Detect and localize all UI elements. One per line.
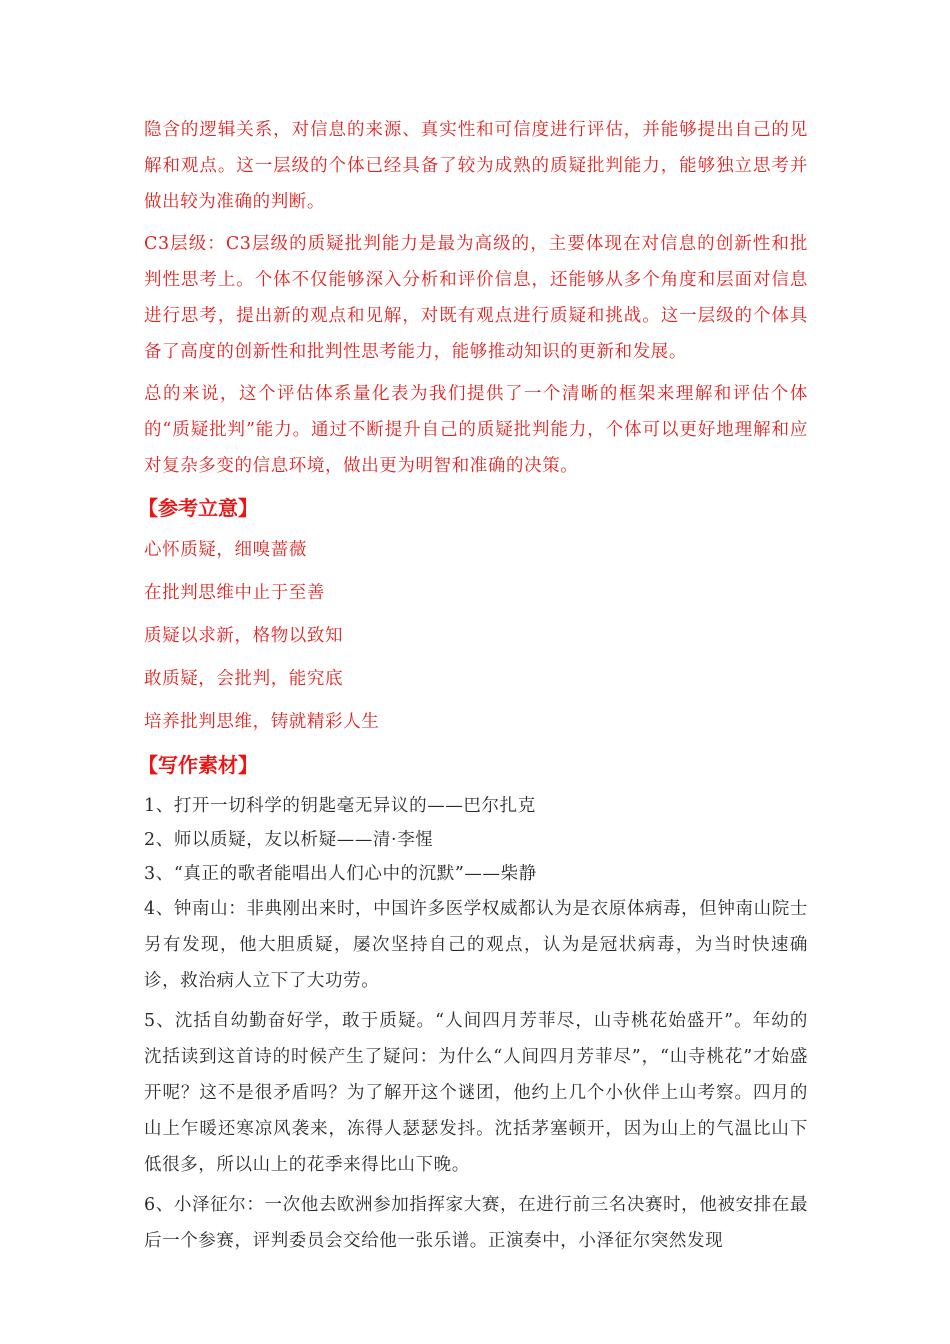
analysis-paragraph-c2-continued: 隐含的逻辑关系，对信息的来源、真实性和可信度进行评估，并能够提出自己的见解和观点。这一层级的个体已经具备了较为成熟的质疑批判能力，能够独立思考并做出较为准确的判断。 bbox=[144, 120, 808, 212]
document-page bbox=[138, 112, 808, 1263]
reference-ideas-list bbox=[144, 532, 808, 740]
reference-idea-item: 培养批判思维，铸就精彩人生 bbox=[144, 712, 380, 732]
analysis-paragraph-summary: 总的来说，这个评估体系量化表为我们提供了一个清晰的框架来理解和评估个体的“质疑批判”能力。通过不断提升自己的质疑批判能力，个体可以更好地理解和应对复杂多变的信息环境，做出更为明智和准确的决策。 bbox=[144, 384, 808, 476]
reference-idea-item: 在批判思维中止于至善 bbox=[144, 583, 325, 603]
writing-material-item: 5、沈括自幼勤奋好学，敢于质疑。“人间四月芳菲尽，山寺桃花始盛开”。年幼的沈括读到这首诗的时候产生了疑问：为什么“人间四月芳菲尽”，“山寺桃花”才始盛开呢？这不是很矛盾吗？为了解开这个谜团，他约上几个小伙伴上山考察。四月的山上乍暖还寒凉风袭来，冻得人瑟瑟发抖。沈括茅塞顿开，因为山上的气温比山下低很多，所以山上的花季来得比山下晚。 bbox=[144, 1011, 808, 1175]
writing-material-item: 1、打开一切科学的钥匙毫无异议的——巴尔扎克 bbox=[144, 796, 536, 816]
writing-material-item: 6、小泽征尔：一次他去欧洲参加指挥家大赛，在进行前三名决赛时，他被安排在最后一个参赛，评判委员会交给他一张乐谱。正演奏中，小泽征尔突然发现 bbox=[144, 1195, 808, 1251]
reference-ideas-heading: 【参考立意】 bbox=[138, 496, 258, 520]
analysis-paragraph-c3: C3层级：C3层级的质疑批判能力是最为高级的，主要体现在对信息的创新性和批判性思考上。个体不仅能够深入分析和评价信息，还能够从多个角度和层面对信息进行思考，提出新的观点和见解，对既有观点进行质疑和挑战。这一层级的个体具备了高度的创新性和批判性思考能力，能够推动知识的更新和发展。 bbox=[144, 234, 808, 362]
writing-material-item: 2、师以质疑，友以析疑——清·李惺 bbox=[144, 830, 434, 850]
writing-materials-list bbox=[144, 789, 808, 1259]
reference-idea-item: 敢质疑，会批判，能究底 bbox=[144, 669, 344, 689]
writing-material-item: 3、“真正的歌者能唱出人们心中的沉默”——柴静 bbox=[144, 864, 537, 884]
writing-materials-heading: 【写作素材】 bbox=[138, 753, 258, 777]
reference-idea-item: 质疑以求新，格物以致知 bbox=[144, 626, 344, 646]
reference-idea-item: 心怀质疑，细嗅蔷薇 bbox=[144, 540, 307, 560]
writing-material-item: 4、钟南山：非典刚出来时，中国许多医学权威都认为是衣原体病毒，但钟南山院士另有发现，他大胆质疑，屡次坚持自己的观点，认为是冠状病毒，为当时快速确诊，救治病人立下了大功劳。 bbox=[144, 899, 808, 991]
